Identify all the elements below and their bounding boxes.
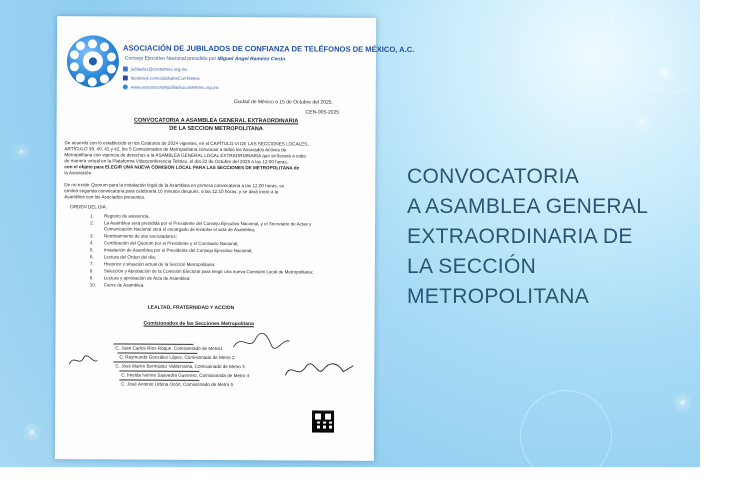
qr-code-icon[interactable] [312,411,334,433]
headline [407,162,692,312]
order-item: 1. Registro de asistencia. [90,213,150,219]
council-president-prefix: presidido por [187,55,217,63]
headline-line: CONVOCATORIA [407,165,580,188]
motto: LEALTAD, FRATERNIDAD Y ACCION [147,304,235,312]
signatory: C. José Antonio Urbina Ocón, Comisionado de Metro 5 [121,381,234,388]
place-date: Ciudad de México a 15 de Octubre del 2025. [233,99,333,106]
contact-facebook[interactable]: facebook.com/JubiladosConTelmex [123,76,200,82]
organization-name: ASOCIACIÓN DE JUBILADOS DE CONFIANZA DE TELÉFONOS DE MÉXICO, A.C. [122,43,415,55]
council-line [125,56,285,63]
headline-line: LA SECCIÓN [407,255,537,278]
sparkle [662,70,668,76]
order-item: 2. La Asamblea será presidida por el Presidente del Consejo Ejecutivo Nacional, y el Secretario de Actas y [90,220,312,227]
bokeh-ring [520,390,612,482]
body-line: emitirá segunda convocatoria para celebrarla 10 minutos después, a las 12:10 horas, y se dará inicio a la [64,188,279,195]
body-line: Asamblea con los Asociados presentes. [64,194,146,200]
sparkle [680,400,685,405]
convocation-letter [55,16,415,461]
contact-email[interactable]: jubilados@contelmex.org.mx [123,67,187,73]
body-line: la Asociación. [64,170,93,176]
order-item: 5. Instalación de Asamblea por el Presidente del Consejo Ejecutivo Nacional; [89,247,253,254]
letter-title: CONVOCATORIA A ASAMBLEA GENERAL EXTRAORDINARIA [133,117,299,125]
sparkle [20,150,23,153]
signature-scribble [231,331,291,353]
signature-scribble [283,357,355,383]
globe-icon [123,85,128,90]
headline-line: EXTRAORDINARIA DE [407,225,633,248]
body-line: de manera virtual en la Plataforma Videoconferencia Telmex, el día 22 de Octubre del 2025 a las 12:00 horas, [64,158,288,165]
order-item: 3. Nombramiento de dos escrutadores; [89,233,177,239]
order-item: 7. Historico y situación actual de la Sección Metropolitana; [89,261,216,267]
signatory: C. Juan Carlos Ríos Roque, Comisionado de Metro1 [115,345,223,352]
order-item: 10. Cierre de Asamblea. [89,282,145,288]
body-line: De acuerdo con lo establecido en los Estatutos de 2024 vigentes, en el CAPÍTULO VI DE LAS SECCIONES LOCALES, [64,140,309,147]
headline-line: A ASAMBLEA GENERAL [407,195,649,218]
sparkle [640,120,644,124]
signatory: C. Imelda Ivonne Saavedra Guerrero, Comisionada de Metro 4 [121,372,250,379]
facebook-icon [123,76,128,81]
body-line: Metropolitana con vigencia de derechos a la ASAMBLEA GENERAL LOCAL EXTRAORDINARIA que se llevará a cabo [64,152,306,159]
order-item: 4. Certificación del Quorum por el Presidente y el Comisario Nacional; [89,240,239,247]
association-logo-icon [67,35,119,87]
email-icon [123,67,128,72]
order-item: 8. Selección y Aprobación de la Comisión Electoral para elegir una nueva Comisión Local de Metropolitana; [89,268,314,275]
reference-number: CEN-005-2025 [305,109,340,116]
headline-line: METROPOLITANA [407,285,590,308]
order-heading: ORDEN DEL DIA: [70,204,108,210]
body-line: con el objeto para ELEGIR UNA NUEVA COMISION LOCAL PARA LAS SECCIONES DE METROPOLITANA de [64,164,300,171]
council-name: Consejo Ejecutivo Nacional [124,55,186,62]
sparkle [30,430,34,434]
signatory: C. Raymundo González López, Comisionado de Metro 2 [119,354,235,361]
order-item: 9. Lectura y aprobación de Acta de Asamblea; [89,275,191,281]
order-item: Comunicación Nacional será el encargado de levantar el acta de Asamblea; [104,226,256,233]
signatory: C. José Martín Bermúdez Valderrama, Comisionado de Metro 3 [115,363,245,370]
commission-heading: Comisionados de las Secciones Metropolitana [143,320,254,328]
body-line: ARTÍCULO 39, 40, 41 y 42, los 5 Comisionados de Metropolitana convocan a todos los Asociados Activos de [64,146,287,153]
letter-title-line2: DE LA SECCION METROPOLITANA [169,125,263,133]
order-item: 6. Lectura del Orden del día; [89,254,156,260]
body-line: De no existir Quorum para la instalación legal de la Asamblea en primera convocatoria a las 12:00 horas, se [64,182,285,189]
signature-scribble [67,352,107,370]
council-president: Miguel Ángel Ramírez Cerón [217,56,286,63]
contact-website[interactable]: www.asociaciondejubiladoscontelmex.org.mx [123,85,219,91]
